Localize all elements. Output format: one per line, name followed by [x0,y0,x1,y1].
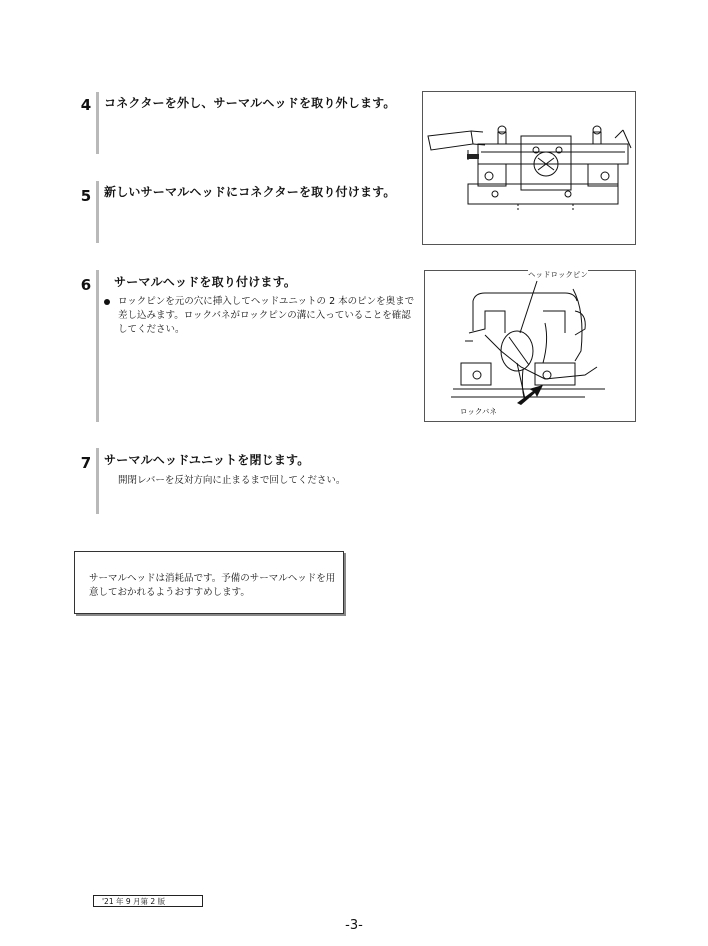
head-lock-pin-label: ヘッドロックピン [528,270,588,279]
step-6-title: サーマルヘッドを取り付けます。 [114,275,297,289]
step-5-number: 5 [80,187,92,205]
step-7-number: 7 [80,454,92,472]
lock-spring-label: ロックバネ [460,407,497,416]
step-7-divider [96,448,99,514]
step-6-instruction: ロックピンを元の穴に挿入してヘッドユニットの 2 本のピンを奥まで差し込みます。ロックバネがロックピンの溝に入っていることを確認してください。 [118,296,415,335]
thermal-head-figure-2 [424,270,636,422]
consumable-note-text: サーマルヘッドは消耗品です。予備のサーマルヘッドを用意しておかれるようおすすめします。 [89,573,336,598]
thermal-head-figure-1 [422,91,636,245]
step-6-divider [96,270,99,422]
consumable-note-box [74,551,344,614]
thermal-head-drawing-1 [423,92,635,244]
step-5-title: 新しいサーマルヘッドにコネクターを取り付けます。 [104,185,396,199]
step-4-divider [96,92,99,154]
step-7-title: サーマルヘッドユニットを閉じます。 [104,453,310,467]
step-7-instruction: 開閉レバーを反対方向に止まるまで回してください。 [118,475,346,486]
thermal-head-drawing-2 [425,271,635,421]
step-4-number: 4 [80,96,92,114]
edition-label: '21 年 9 月第 2 版 [93,895,203,907]
step-6-number: 6 [80,276,92,294]
bullet-marker [104,299,110,305]
page-number: -3- [345,918,363,933]
step-4-title: コネクターを外し、サーマルヘッドを取り外します。 [104,96,396,110]
step-5-divider [96,181,99,243]
